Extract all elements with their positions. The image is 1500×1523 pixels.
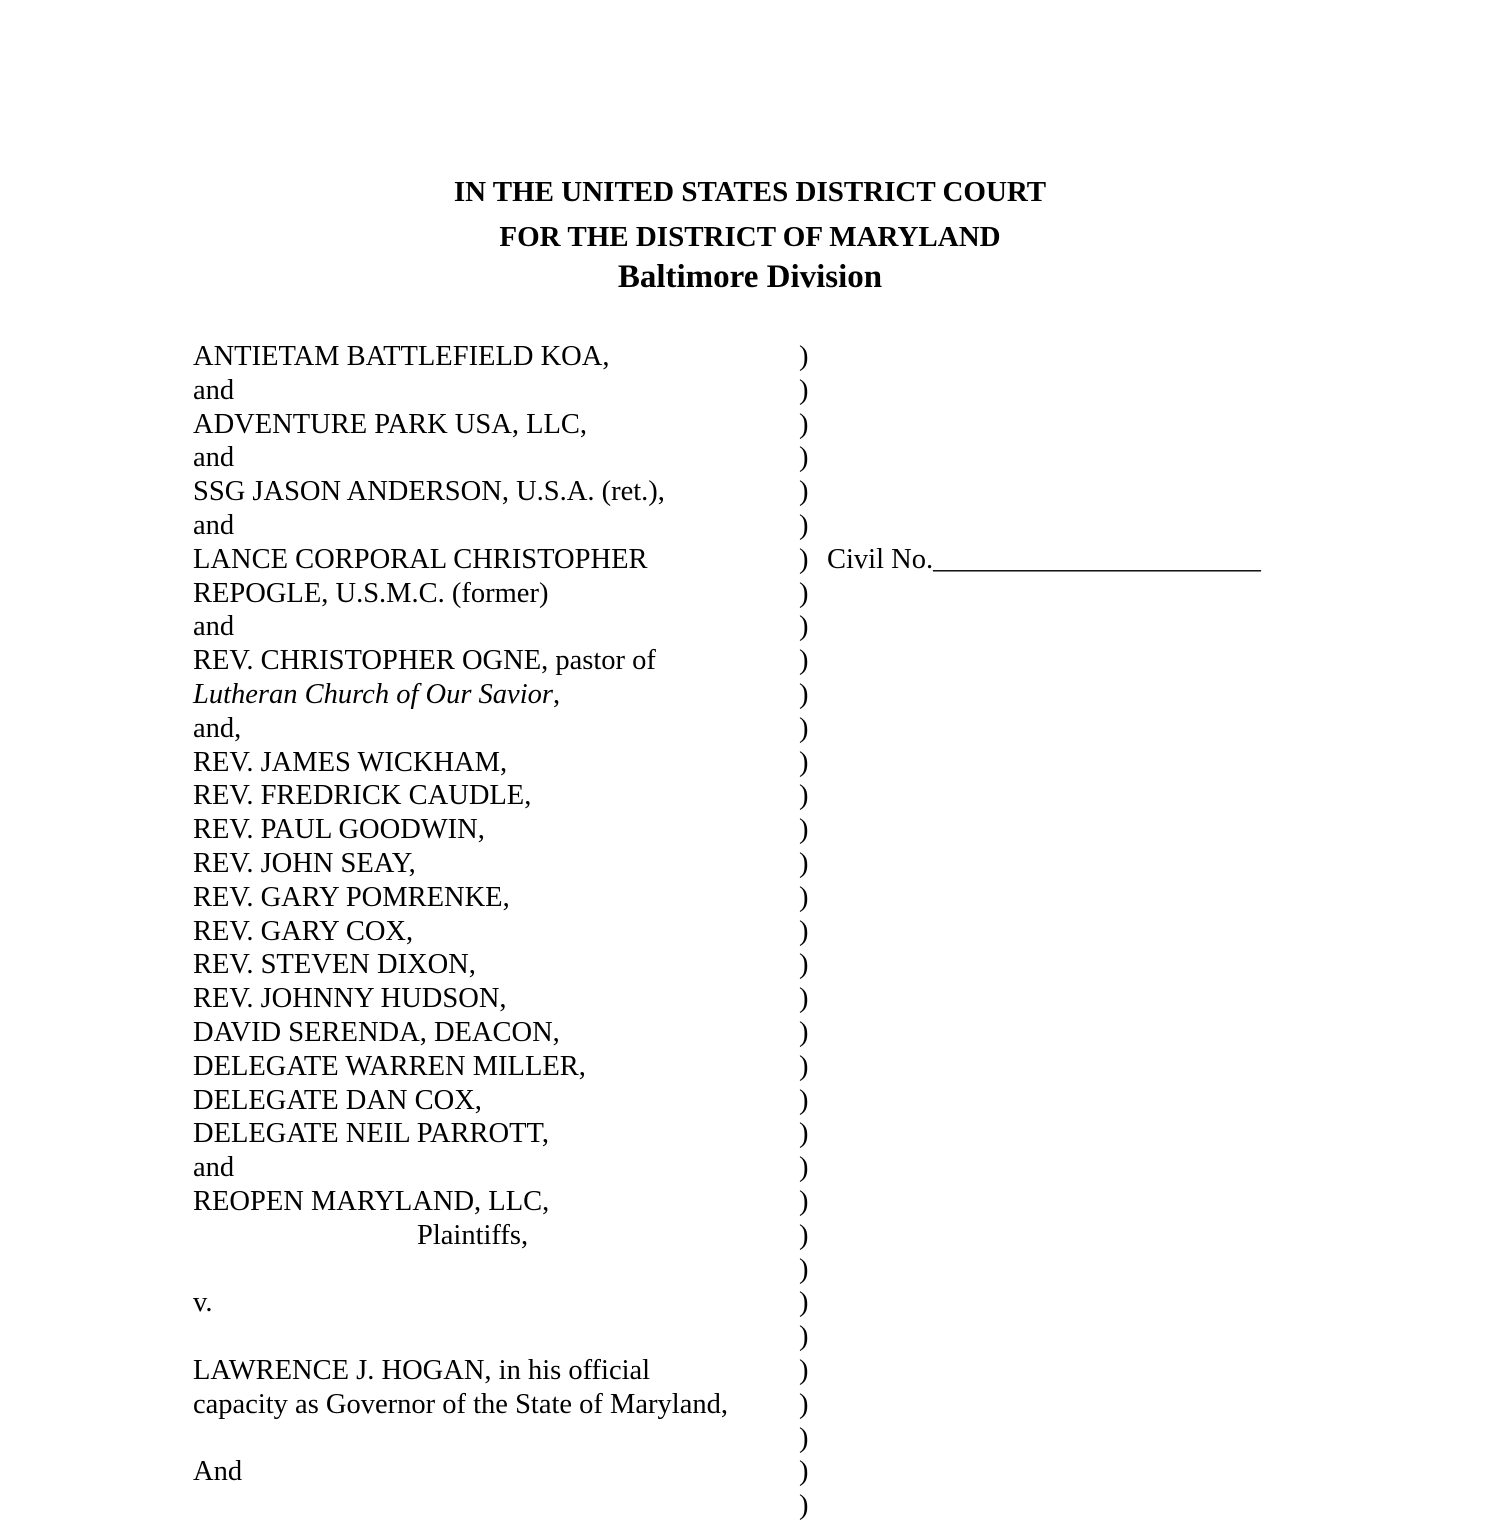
caption-paren: ) <box>799 1253 809 1285</box>
caption-paren: ) <box>799 1422 809 1454</box>
division-title: Baltimore Division <box>617 259 883 295</box>
caption-paren: ) <box>799 1321 809 1353</box>
caption-row <box>193 746 1373 780</box>
party-text: REV. PAUL GOODWIN, <box>193 814 485 846</box>
caption-paren: ) <box>799 1050 809 1082</box>
caption-paren: ) <box>799 881 809 913</box>
caption-row <box>193 948 1373 982</box>
caption-paren: ) <box>799 476 809 508</box>
party-text: and <box>193 442 235 474</box>
caption-paren: ) <box>799 611 809 643</box>
case-caption <box>193 340 1373 1523</box>
caption-paren: ) <box>799 341 809 372</box>
caption-paren: ) <box>799 374 809 406</box>
party-text: and <box>193 611 235 643</box>
caption-row <box>193 1219 1373 1253</box>
caption-row <box>193 644 1373 678</box>
caption-paren: ) <box>799 1185 809 1217</box>
party-text: DELEGATE NEIL PARROTT, <box>193 1118 549 1150</box>
caption-row <box>193 509 1373 543</box>
district-title: FOR THE DISTRICT OF MARYLAND <box>499 221 1001 253</box>
caption-paren: ) <box>799 678 809 710</box>
party-text: REV. CHRISTOPHER OGNE, pastor of <box>193 645 656 677</box>
party-text: capacity as Governor of the State of Maryland, <box>193 1388 728 1420</box>
caption-row <box>193 1422 1373 1456</box>
caption-paren: ) <box>799 814 809 846</box>
caption-paren: ) <box>799 1084 809 1116</box>
caption-paren: ) <box>799 1118 809 1150</box>
caption-paren: ) <box>799 543 809 575</box>
caption-paren: ) <box>799 442 809 474</box>
civil-no-blank: _______________________ <box>933 543 1261 575</box>
caption-row <box>193 678 1373 712</box>
caption-row <box>193 1185 1373 1219</box>
party-text: LAWRENCE J. HOGAN, in his official <box>193 1354 651 1386</box>
caption-row <box>193 813 1373 847</box>
caption-row <box>193 1253 1373 1287</box>
caption-paren: ) <box>799 949 809 981</box>
caption-row <box>193 1117 1373 1151</box>
civil-no <box>827 543 1261 577</box>
party-text: REPOGLE, U.S.M.C. (former) <box>193 577 549 609</box>
party-text <box>193 1489 799 1523</box>
caption-row <box>193 847 1373 881</box>
caption-row <box>193 982 1373 1016</box>
caption-paren: ) <box>799 915 809 947</box>
caption-row <box>193 543 1373 577</box>
caption-row <box>193 1388 1373 1422</box>
caption-paren: ) <box>799 577 809 609</box>
caption-row <box>193 1489 1373 1523</box>
caption-paren: ) <box>799 712 809 744</box>
caption-paren: ) <box>799 847 809 879</box>
civil-no-label: Civil No. <box>827 543 934 575</box>
caption-paren: ) <box>799 1354 809 1386</box>
caption-row <box>193 1455 1373 1489</box>
party-text <box>193 1320 799 1354</box>
plaintiffs-designation: Plaintiffs, <box>417 1219 529 1251</box>
caption-paren: ) <box>799 1287 809 1319</box>
caption-row <box>193 408 1373 442</box>
caption-row <box>193 881 1373 915</box>
party-text: REV. FREDRICK CAUDLE, <box>193 780 532 812</box>
party-text: REV. JOHNNY HUDSON, <box>193 983 507 1015</box>
party-text: v. <box>193 1287 213 1319</box>
party-text: and <box>193 1152 235 1184</box>
party-text: SSG JASON ANDERSON, U.S.A. (ret.), <box>193 476 665 508</box>
party-text: and, <box>193 712 242 744</box>
caption-paren: ) <box>799 1152 809 1184</box>
party-text: REOPEN MARYLAND, LLC, <box>193 1185 550 1217</box>
caption-row <box>193 1050 1373 1084</box>
caption-paren: ) <box>799 509 809 541</box>
caption-row <box>193 610 1373 644</box>
party-text: REV. GARY POMRENKE, <box>193 881 510 913</box>
party-text: REV. STEVEN DIXON, <box>193 949 476 981</box>
caption-row <box>193 1286 1373 1320</box>
caption-row <box>193 1016 1373 1050</box>
caption-paren: ) <box>799 1490 809 1522</box>
caption-row <box>193 1320 1373 1354</box>
party-text: and <box>193 509 235 541</box>
caption-paren: ) <box>799 983 809 1015</box>
party-text: ANTIETAM BATTLEFIELD KOA, <box>193 341 610 372</box>
caption-paren: ) <box>799 1219 809 1251</box>
caption-paren: ) <box>799 408 809 440</box>
party-text: REV. JAMES WICKHAM, <box>193 746 508 778</box>
court-title: IN THE UNITED STATES DISTRICT COURT <box>453 176 1047 208</box>
party-text <box>193 1422 799 1456</box>
caption-paren: ) <box>799 645 809 677</box>
caption-row <box>193 577 1373 611</box>
caption-paren: ) <box>799 746 809 778</box>
party-text: DAVID SERENDA, DEACON, <box>193 1016 560 1048</box>
party-text-italic: Lutheran Church of Our Savior <box>193 678 553 710</box>
caption-paren: ) <box>799 780 809 812</box>
caption-row <box>193 915 1373 949</box>
party-text: DELEGATE DAN COX, <box>193 1084 482 1116</box>
party-text: REV. GARY COX, <box>193 915 414 947</box>
caption-row <box>193 1354 1373 1388</box>
party-text: Lutheran Church of Our Savior, <box>193 678 561 710</box>
caption-paren: ) <box>799 1456 809 1488</box>
caption-row <box>193 374 1373 408</box>
party-text: REV. JOHN SEAY, <box>193 847 416 879</box>
party-text: ADVENTURE PARK USA, LLC, <box>193 408 588 440</box>
caption-paren: ) <box>799 1388 809 1420</box>
caption-row <box>193 779 1373 813</box>
party-text: LANCE CORPORAL CHRISTOPHER <box>193 543 648 575</box>
caption-row <box>193 475 1373 509</box>
caption-row <box>193 712 1373 746</box>
caption-row <box>193 441 1373 475</box>
caption-paren: ) <box>799 1016 809 1048</box>
caption-row <box>193 340 1373 374</box>
caption-row <box>193 1084 1373 1118</box>
party-text: DELEGATE WARREN MILLER, <box>193 1050 586 1082</box>
party-text <box>193 1253 799 1287</box>
caption-row <box>193 1151 1373 1185</box>
party-text: and <box>193 374 235 406</box>
party-text: And <box>193 1456 243 1488</box>
